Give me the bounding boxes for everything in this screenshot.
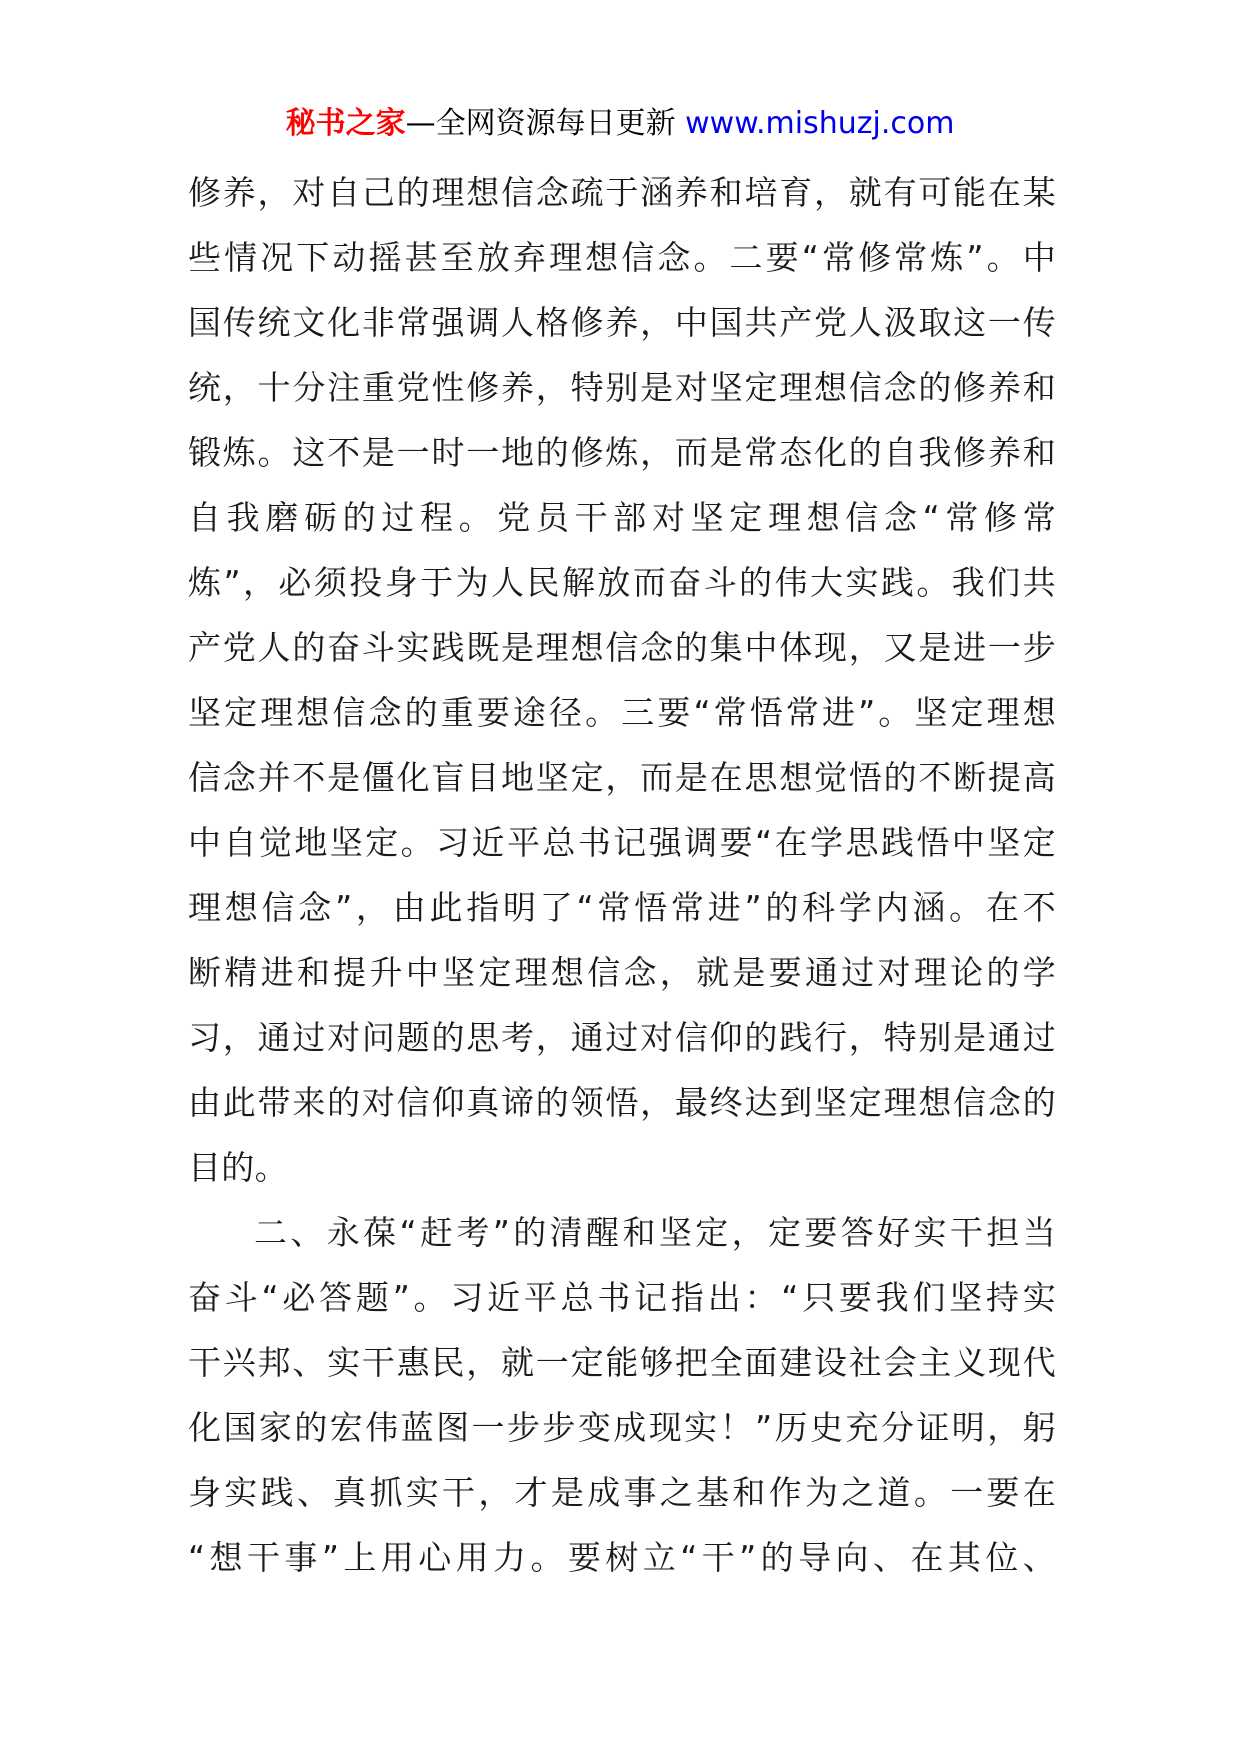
text-line: 国传统文化非常强调人格修养，中国共产党人汲取这一传: [188, 303, 1056, 342]
text-line: 中自觉地坚定。习近平总书记强调要“在学思践悟中坚定: [188, 823, 1056, 862]
text-line: 断精进和提升中坚定理想信念，就是要通过对理论的学: [188, 953, 1056, 992]
text-line: 信念并不是僵化盲目地坚定，而是在思想觉悟的不断提高: [188, 758, 1056, 797]
section-heading-line: 二、永葆“赶考”的清醒和坚定，定要答好实干担当: [254, 1213, 1056, 1252]
text-line: 习，通过对问题的思考，通过对信仰的践行，特别是通过: [188, 1018, 1056, 1057]
text-line: 奋斗“必答题”。习近平总书记指出：“只要我们坚持实: [188, 1278, 1056, 1317]
site-header: [0, 104, 1240, 144]
text-line: 统，十分注重党性修养，特别是对坚定理想信念的修养和: [188, 368, 1056, 407]
text-line: 锻炼。这不是一时一地的修炼，而是常态化的自我修养和: [188, 433, 1056, 472]
text-line: “想干事”上用心用力。要树立“干”的导向、在其位、: [188, 1538, 1056, 1577]
header-slogan: —全网资源每日更新: [405, 106, 686, 141]
text-line: 修养，对自己的理想信念疏于涵养和培育，就有可能在某: [188, 173, 1056, 212]
text-line: 产党人的奋斗实践既是理想信念的集中体现，又是进一步: [188, 628, 1056, 667]
text-line: 目的。: [188, 1148, 288, 1187]
text-line: 自我磨砺的过程。党员干部对坚定理想信念“常修常: [188, 498, 1056, 537]
text-line: 由此带来的对信仰真谛的领悟，最终达到坚定理想信念的: [188, 1083, 1056, 1122]
text-line: 些情况下动摇甚至放弃理想信念。二要“常修常炼”。中: [188, 238, 1056, 277]
text-line: 化国家的宏伟蓝图一步步变成现实！”历史充分证明，躬: [188, 1408, 1056, 1447]
brand-name: 秘书之家: [285, 106, 406, 141]
text-line: 理想信念”，由此指明了“常悟常进”的科学内涵。在不: [188, 888, 1056, 927]
text-line: 身实践、真抓实干，才是成事之基和作为之道。一要在: [188, 1473, 1056, 1512]
text-line: 坚定理想信念的重要途径。三要“常悟常进”。坚定理想: [188, 693, 1056, 732]
text-line: 炼”，必须投身于为人民解放而奋斗的伟大实践。我们共: [188, 563, 1056, 602]
document-body: [188, 160, 1056, 1590]
text-line: 干兴邦、实干惠民，就一定能够把全面建设社会主义现代: [188, 1343, 1056, 1382]
site-url-link[interactable]: www.mishuzj.com: [685, 106, 955, 141]
